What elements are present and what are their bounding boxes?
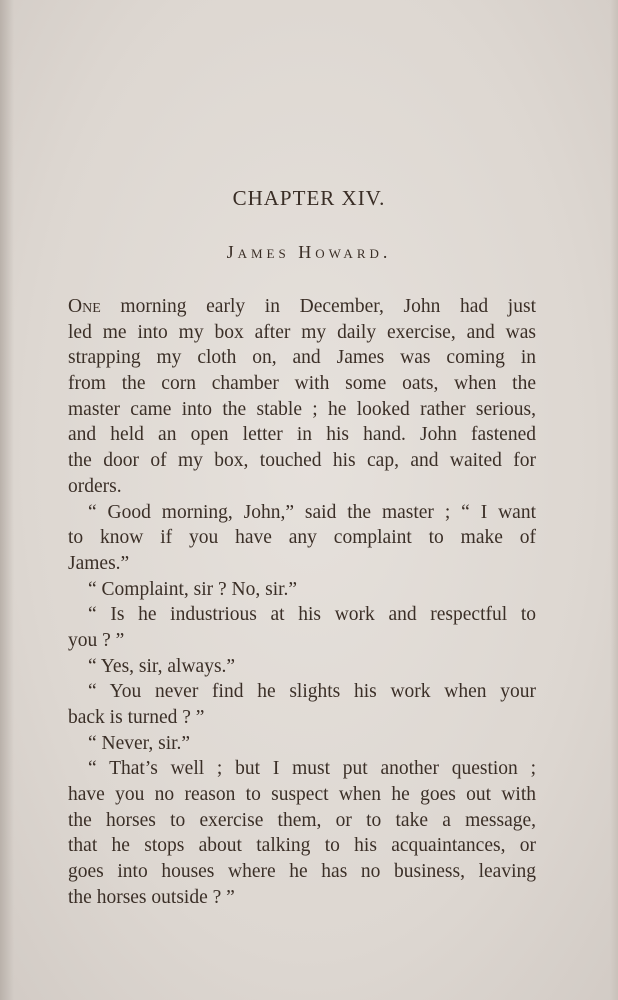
text-line-3: strapping my cloth on, and James was coming in (68, 347, 536, 369)
text-line-2: led me into my box after my daily exercise, and was (68, 321, 536, 343)
text-line-23: goes into houses where he has no business, leaving (68, 861, 536, 883)
text-line-17: back is turned ? ” (68, 707, 205, 728)
text-line-11: James.” (68, 552, 130, 574)
text-line-13: “ Is he industrious at his work and respectful to (88, 604, 536, 626)
text-line-4: from the corn chamber with some oats, when the (68, 373, 536, 395)
text-line-6: and held an open letter in his hand. John fastened (68, 424, 536, 446)
text-line-24: the horses outside ? ” (68, 886, 235, 908)
text-line-8: orders. (68, 475, 122, 497)
text-line-22: that he stops about talking to his acquaintances, or (68, 835, 536, 857)
text-line-5: master came into the stable ; he looked rather serious, (68, 398, 536, 420)
section-title: James Howard. (226, 242, 392, 262)
drop-lead-word: One (68, 296, 101, 317)
text-line-10: to know if you have any complaint to make of (68, 527, 536, 549)
text-line-12: “ Complaint, sir ? No, sir.” (88, 578, 298, 600)
text-line-1 (68, 294, 536, 320)
text-line-15: “ Yes, sir, always.” (88, 655, 236, 677)
text-line-14: you ? ” (68, 629, 125, 651)
page-edge (610, 0, 618, 1000)
text-line-18: “ Never, sir.” (88, 732, 191, 754)
text-line-20: have you no reason to suspect when he goes out with (68, 784, 536, 806)
text-line-7: the door of my box, touched his cap, and waited for (68, 450, 536, 472)
chapter-title: CHAPTER XIV. (232, 186, 386, 210)
text-line-21: the horses to exercise them, or to take a message, (68, 809, 536, 831)
line-text: morning early in December, John had just (100, 296, 536, 317)
text-line-16: “ You never find he slights his work when your (88, 681, 536, 703)
body-text (68, 294, 536, 911)
gutter-shadow (0, 0, 14, 1000)
text-line-19: “ That’s well ; but I must put another question ; (88, 758, 536, 780)
text-line-9: “ Good morning, John,” said the master ; “ I want (88, 501, 536, 523)
